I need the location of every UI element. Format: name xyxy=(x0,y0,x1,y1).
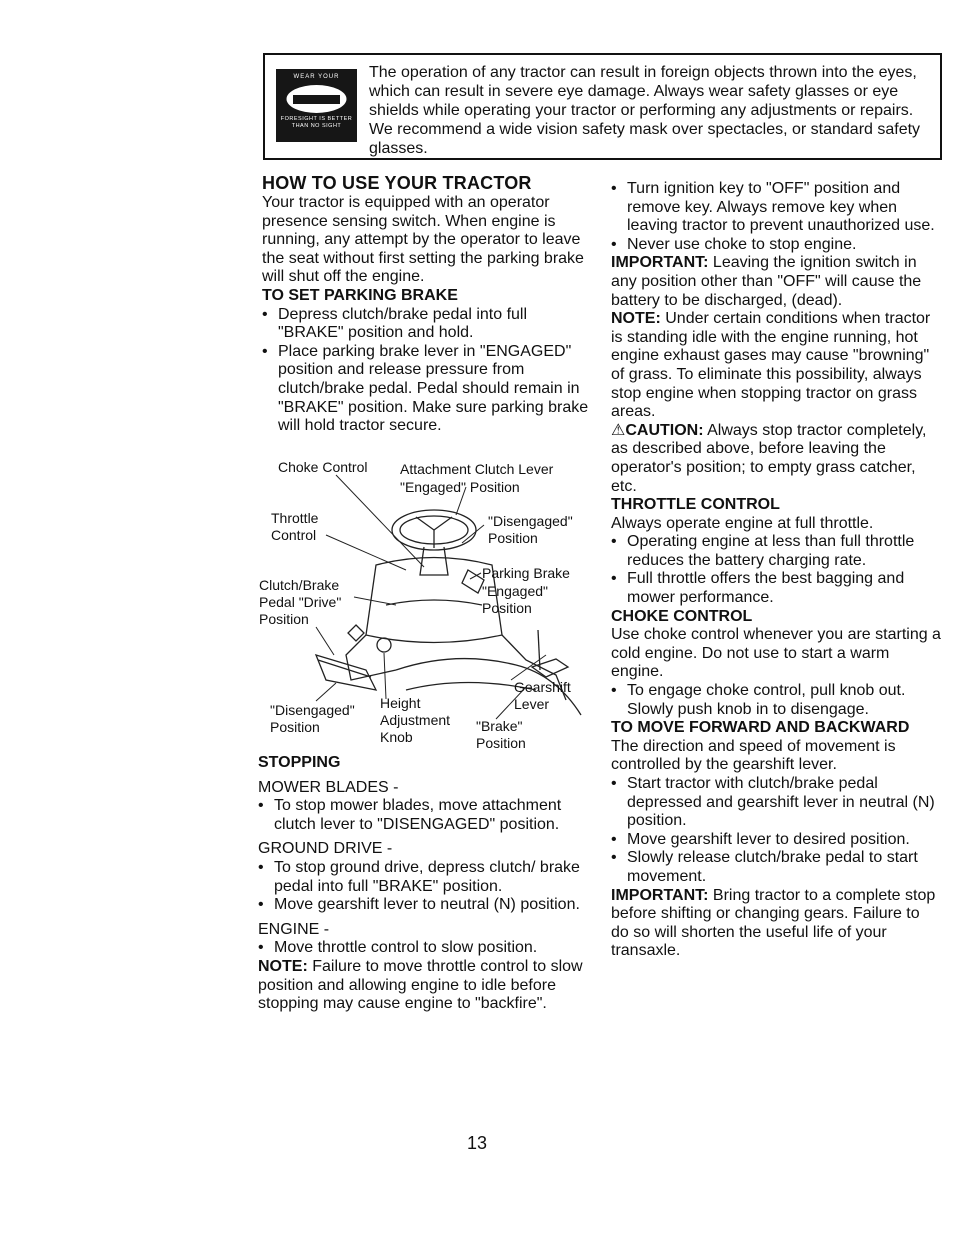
label-attachment-clutch: Attachment Clutch Lever xyxy=(400,461,554,477)
list-item: • Operating engine at less than full throttle reduces the battery charging rate. xyxy=(611,533,941,570)
note-label: NOTE: xyxy=(611,310,661,328)
label-choke-control: Choke Control xyxy=(278,459,368,475)
caution-paragraph xyxy=(611,422,941,496)
note-text: Failure to move throttle control to slow position and allowing engine to idle before stopping may cause engine to "backfire". xyxy=(258,957,583,1013)
label-engaged-position: "Engaged" Position xyxy=(400,479,520,495)
list-item: • To engage choke control, pull knob out. Slowly push knob in to disengage. xyxy=(611,682,941,719)
list-item: • Never use choke to stop engine. xyxy=(611,236,941,255)
engine-label: ENGINE - xyxy=(258,920,330,938)
important-text: Bring tractor to a complete stop before shifting or changing gears. Failure to do so will shorten the useful life of your transaxle. xyxy=(611,886,936,960)
mower-blades-label: MOWER BLADES - xyxy=(258,778,399,796)
move-intro: The direction and speed of movement is controlled by the gearshift lever. xyxy=(611,737,896,774)
important-label: IMPORTANT: xyxy=(611,886,709,904)
caution-icon: ⚠ xyxy=(611,421,626,439)
list-item: • Place parking brake lever in "ENGAGED" position and release pressure from clutch/brake pedal. Pedal should remain in "BRAKE" position. Make sure parking brake will hold tractor secure. xyxy=(262,343,592,436)
important-text: Leaving the ignition switch in any position other than "OFF" will cause the battery to be discharged, (dead). xyxy=(611,254,922,309)
list-item: • Slowly release clutch/brake pedal to start movement. xyxy=(611,849,941,886)
note-paragraph xyxy=(611,310,941,422)
label-gearshift-lever: Gearshift Lever xyxy=(514,679,571,712)
throttle-intro: Always operate engine at full throttle. xyxy=(611,514,874,532)
label-parking-brake-engaged: "Engaged" Position xyxy=(482,583,548,616)
left-column-top xyxy=(262,172,592,436)
list-item: • Move gearshift lever to desired position. xyxy=(611,831,941,850)
label-height-adjustment-knob: Height Adjustment Knob xyxy=(380,695,451,745)
note-text: Under certain conditions when tractor is standing idle with the engine running, hot engine exhaust gases may cause "browning" of grass. To eliminate this possibility, always stop engine when stopping tractor on grass areas. xyxy=(611,310,931,421)
right-column xyxy=(611,180,941,961)
important-label: IMPORTANT: xyxy=(611,254,709,272)
ground-drive-label: GROUND DRIVE - xyxy=(258,840,393,858)
safety-warning-box xyxy=(263,53,942,160)
goggles-icon xyxy=(284,83,349,115)
list-item: • Turn ignition key to "OFF" position and remove key. Always remove key when leaving tractor to prevent unauthorized use. xyxy=(611,180,941,236)
label-parking-brake: Parking Brake xyxy=(482,565,570,581)
throttle-heading: THROTTLE CONTROL xyxy=(611,496,780,514)
label-clutch-brake-pedal: Clutch/Brake Pedal "Drive" Position xyxy=(259,577,342,627)
intro-paragraph: Your tractor is equipped with an operator presence sensing switch. When engine is running, any attempt by the operator to leave the seat without first setting the parking brake will shut off the engine. xyxy=(262,194,584,286)
move-heading: TO MOVE FORWARD AND BACKWARD xyxy=(611,719,910,737)
important-paragraph xyxy=(611,887,941,961)
section-title: HOW TO USE YOUR TRACTOR xyxy=(262,173,532,193)
note-label: NOTE: xyxy=(258,957,308,975)
left-column-bottom xyxy=(258,754,583,1014)
tractor-controls-diagram xyxy=(256,455,592,760)
choke-heading: CHOKE CONTROL xyxy=(611,607,753,625)
caution-label: CAUTION: xyxy=(625,421,704,439)
label-disengaged-position: "Disengaged" Position xyxy=(488,513,573,546)
icon-bottom-text: FORESIGHT IS BETTER THAN NO SIGHT xyxy=(280,116,353,129)
parking-brake-heading: TO SET PARKING BRAKE xyxy=(262,286,458,304)
list-item: • Move throttle control to slow position. xyxy=(258,939,583,958)
list-item: • To stop mower blades, move attachment clutch lever to "DISENGAGED" position. xyxy=(258,797,583,834)
label-brake-position: "Brake" Position xyxy=(476,718,526,751)
icon-top-text: WEAR YOUR xyxy=(293,74,340,80)
note-paragraph xyxy=(258,958,583,1014)
list-item: • To stop ground drive, depress clutch/ brake pedal into full "BRAKE" position. xyxy=(258,859,583,896)
important-paragraph xyxy=(611,254,941,310)
warning-text: The operation of any tractor can result in foreign objects thrown into the eyes, which can result in severe eye damage. Always wear safety glasses or eye shields while operating your tractor or performing any adjustments or repairs. We recommend a wide vision safety mask over spectacles, or standard safety glasses. xyxy=(369,64,921,157)
list-item: • Move gearshift lever to neutral (N) position. xyxy=(258,896,583,915)
stopping-heading: STOPPING xyxy=(258,754,341,771)
list-item: • Full throttle offers the best bagging and mower performance. xyxy=(611,570,941,607)
list-item: • Depress clutch/brake pedal into full "BRAKE" position and hold. xyxy=(262,306,592,343)
list-item: • Start tractor with clutch/brake pedal depressed and gearshift lever in neutral (N) position. xyxy=(611,775,941,831)
safety-glasses-icon xyxy=(276,69,357,142)
caution-text: Always stop tractor completely, as described above, before leaving the operator's position; to empty grass catcher, etc. xyxy=(611,421,927,495)
choke-intro: Use choke control whenever you are starting a cold engine. Do not use to start a warm engine. xyxy=(611,626,941,681)
label-disengaged-pedal: "Disengaged" Position xyxy=(270,702,355,735)
label-throttle-control: Throttle Control xyxy=(271,510,319,543)
page-number: 13 xyxy=(466,1133,488,1153)
